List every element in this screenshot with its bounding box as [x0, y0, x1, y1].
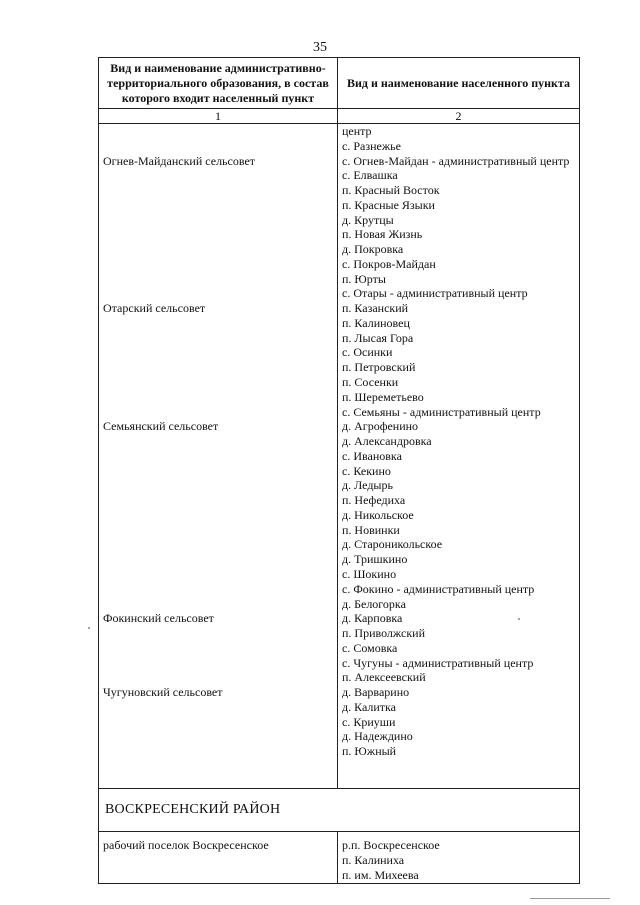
list-item: с. Огнев-Майдан - административный центр	[342, 153, 570, 168]
list-item	[103, 286, 337, 301]
list-item: д. Крутцы	[342, 212, 394, 227]
list-item	[103, 375, 337, 390]
list-item: Чугуновский сельсовет	[103, 685, 223, 700]
column-index-row	[99, 109, 580, 124]
list-item	[103, 227, 337, 242]
list-item	[103, 759, 337, 774]
list-item	[103, 464, 337, 479]
list-item	[103, 656, 337, 671]
list-item	[103, 523, 337, 538]
list-item	[103, 641, 337, 656]
list-item: п. Юрты	[342, 271, 386, 286]
list-item: д. Староникольское	[342, 537, 443, 552]
list-item: п. Красный Восток	[342, 183, 440, 198]
list-item: д. Белогорка	[342, 596, 406, 611]
list-item	[103, 493, 337, 508]
list-item: п. Петровский	[342, 360, 416, 375]
list-item: с. Криуши	[342, 714, 396, 729]
list-item: д. Тришкино	[342, 552, 408, 567]
page-number: 35	[313, 40, 327, 55]
list-item	[103, 434, 337, 449]
list-item	[103, 670, 337, 685]
list-item: с. Фокино - административный центр	[342, 581, 535, 596]
list-item	[103, 744, 337, 759]
scan-speck	[518, 618, 520, 620]
header-col2: Вид и наименование населенного пункта	[338, 58, 580, 109]
list-item: п. Лысая Гора	[342, 330, 414, 345]
list-item: Семьянский сельсовет	[103, 419, 219, 434]
list-item	[103, 626, 337, 641]
district-unit-cell	[99, 832, 338, 883]
list-item: п. Алексеевский	[342, 670, 426, 685]
list-item: с. Шокино	[342, 566, 397, 581]
list-item: с. Отары - административный центр	[342, 286, 528, 301]
list-item: д. Агрофенино	[342, 419, 419, 434]
list-item: п. Южный	[342, 744, 397, 759]
scan-speck	[88, 627, 90, 629]
list-item	[103, 508, 337, 523]
list-item: Огнев-Майданский сельсовет	[103, 153, 256, 168]
list-item: д. Никольское	[342, 507, 414, 522]
list-item	[103, 183, 337, 198]
table-body-row	[99, 124, 580, 789]
list-item: с. Сомовка	[342, 640, 398, 655]
list-item	[103, 582, 337, 597]
list-item	[103, 700, 337, 715]
district-body-row	[99, 832, 580, 883]
list-item: Отарский сельсовет	[103, 301, 206, 316]
list-item	[103, 552, 337, 567]
list-item: д. Надеждино	[342, 729, 413, 744]
list-item: с. Семьяны - административный центр	[342, 404, 541, 419]
list-item	[103, 774, 337, 789]
list-item	[103, 715, 337, 730]
list-item	[103, 213, 337, 228]
list-item	[103, 242, 337, 257]
list-item	[103, 124, 337, 139]
list-item	[103, 316, 337, 331]
list-item: п. Новинки	[342, 522, 400, 537]
district-unit-label: рабочий поселок Воскресенское	[103, 838, 269, 853]
list-item: с. Ивановка	[342, 448, 402, 463]
list-item: п. Казанский	[342, 301, 409, 316]
list-item	[103, 360, 337, 375]
list-item: п. Новая Жизнь	[342, 227, 423, 242]
list-item: д. Карповка	[342, 611, 403, 626]
list-item	[103, 729, 337, 744]
list-item	[103, 139, 337, 154]
list-item: п. Шереметьево	[342, 389, 424, 404]
list-item: с. Покров-Майдан	[342, 256, 436, 271]
settlements-cell	[338, 124, 580, 789]
district-places-cell	[338, 832, 580, 883]
list-item: п. Сосенки	[342, 375, 399, 390]
list-item: п. Приволжский	[342, 626, 425, 641]
list-item	[103, 345, 337, 360]
list-item: с. Чугуны - административный центр	[342, 655, 534, 670]
list-item	[103, 537, 337, 552]
list-item: п. Красные Языки	[342, 197, 435, 212]
column-index-2: 2	[338, 109, 580, 124]
list-item: д. Калитка	[342, 699, 397, 714]
district-row	[99, 789, 580, 832]
list-item: п. им. Михеева	[342, 867, 419, 882]
list-item	[103, 198, 337, 213]
list-item	[103, 257, 337, 272]
list-item: р.п. Воскресенское	[342, 838, 440, 853]
list-item: п. Нефедиха	[342, 493, 406, 508]
list-item: п. Калиниха	[342, 853, 405, 868]
list-item: с. Разнежье	[342, 138, 401, 153]
list-item	[103, 567, 337, 582]
list-item	[103, 405, 337, 420]
list-item	[103, 331, 337, 346]
list-item: с. Елвашка	[342, 168, 398, 183]
list-item: Фокинский сельсовет	[103, 611, 214, 626]
list-item: с. Осинки	[342, 345, 393, 360]
footer-rule	[530, 898, 610, 899]
list-item	[103, 272, 337, 287]
district-heading: ВОСКРЕСЕНСКИЙ РАЙОН	[99, 789, 580, 832]
list-item	[103, 597, 337, 612]
list-item	[103, 168, 337, 183]
list-item	[103, 390, 337, 405]
list-item: д. Ледырь	[342, 478, 393, 493]
list-item: д. Варварино	[342, 685, 410, 700]
list-item	[103, 478, 337, 493]
list-item	[103, 449, 337, 464]
list-item: с. Кекино	[342, 463, 391, 478]
settlements-table	[98, 57, 580, 884]
admin-units-cell	[99, 124, 338, 789]
list-item: д. Покровка	[342, 242, 404, 257]
header-col1: Вид и наименование административно-территориального образования, в состав которого входит населенный пункт	[99, 58, 338, 109]
list-item: п. Калиновец	[342, 315, 410, 330]
list-item: д. Александровка	[342, 434, 432, 449]
column-index-1: 1	[99, 109, 338, 124]
table-header-row	[99, 58, 580, 109]
list-item: центр	[342, 124, 372, 138]
